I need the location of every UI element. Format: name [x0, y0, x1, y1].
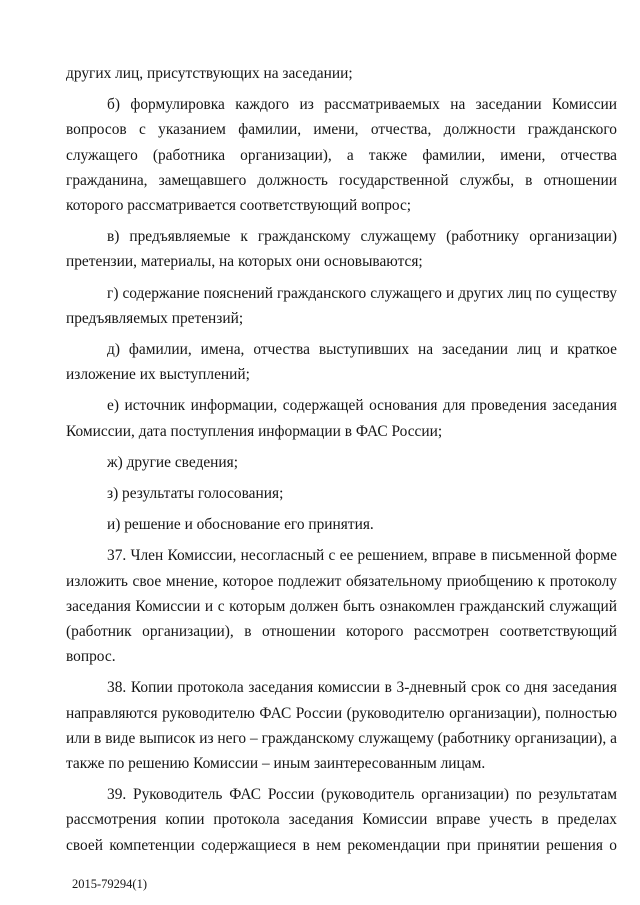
paragraph-37: 37. Член Комиссии, несогласный с ее решением, вправе в письменной форме изложить свое мнение, которое подлежит обязательному приобщению к протоколу заседания Комиссии и с которым должен быть ознакомлен гражданский служащий (работник организации), в отношении которого рассмотрен соответствующий вопрос.	[66, 547, 617, 666]
paragraph-item-d: д) фамилии, имена, отчества выступивших на заседании лиц и краткое изложение их выступлений;	[66, 341, 617, 384]
paragraph-item-e: е) источник информации, содержащей основания для проведения заседания Комиссии, дата поступления информации в ФАС России;	[66, 397, 617, 440]
paragraph-item-zh: ж) другие сведения;	[107, 453, 238, 471]
paragraph-38: 38. Копии протокола заседания комиссии в 3-дневный срок со дня заседания направляются руководителю ФАС России (руководителю организации), полностью или в виде выписок из него – гражданскому служащему (работнику организации), а также по решению Комиссии – иным заинтересованным лицам.	[66, 679, 617, 773]
paragraph-39: 39. Руководитель ФАС России (руководитель организации) по результатам рассмотрения копии протокола заседания Комиссии вправе учесть в пределах своей компетенции содержащиеся в нем рекомендации при принятии решения о	[66, 786, 617, 854]
document-body	[66, 61, 617, 864]
paragraph-item-b: б) формулировка каждого из рассматриваемых на заседании Комиссии вопросов с указанием фамилии, имени, отчества, должности гражданского служащего (работника организации), а также фамилии, имени, отчества гражданина, замещавшего должность государственной службы, в отношении которого рассматривается соответствующий вопрос;	[66, 96, 617, 215]
paragraph-item-z: з) результаты голосования;	[107, 485, 284, 503]
paragraph-item-i: и) решение и обоснование его принятия.	[107, 516, 374, 534]
document-registration-code: 2015-79294(1)	[72, 877, 147, 891]
paragraph-item-g: г) содержание пояснений гражданского служащего и других лиц по существу предъявляемых претензий;	[66, 284, 617, 327]
paragraph-continuation: других лиц, присутствующих на заседании;	[66, 65, 353, 82]
paragraph-item-v: в) предъявляемые к гражданскому служащему (работнику организации) претензии, материалы, на которых они основываются;	[66, 228, 617, 271]
